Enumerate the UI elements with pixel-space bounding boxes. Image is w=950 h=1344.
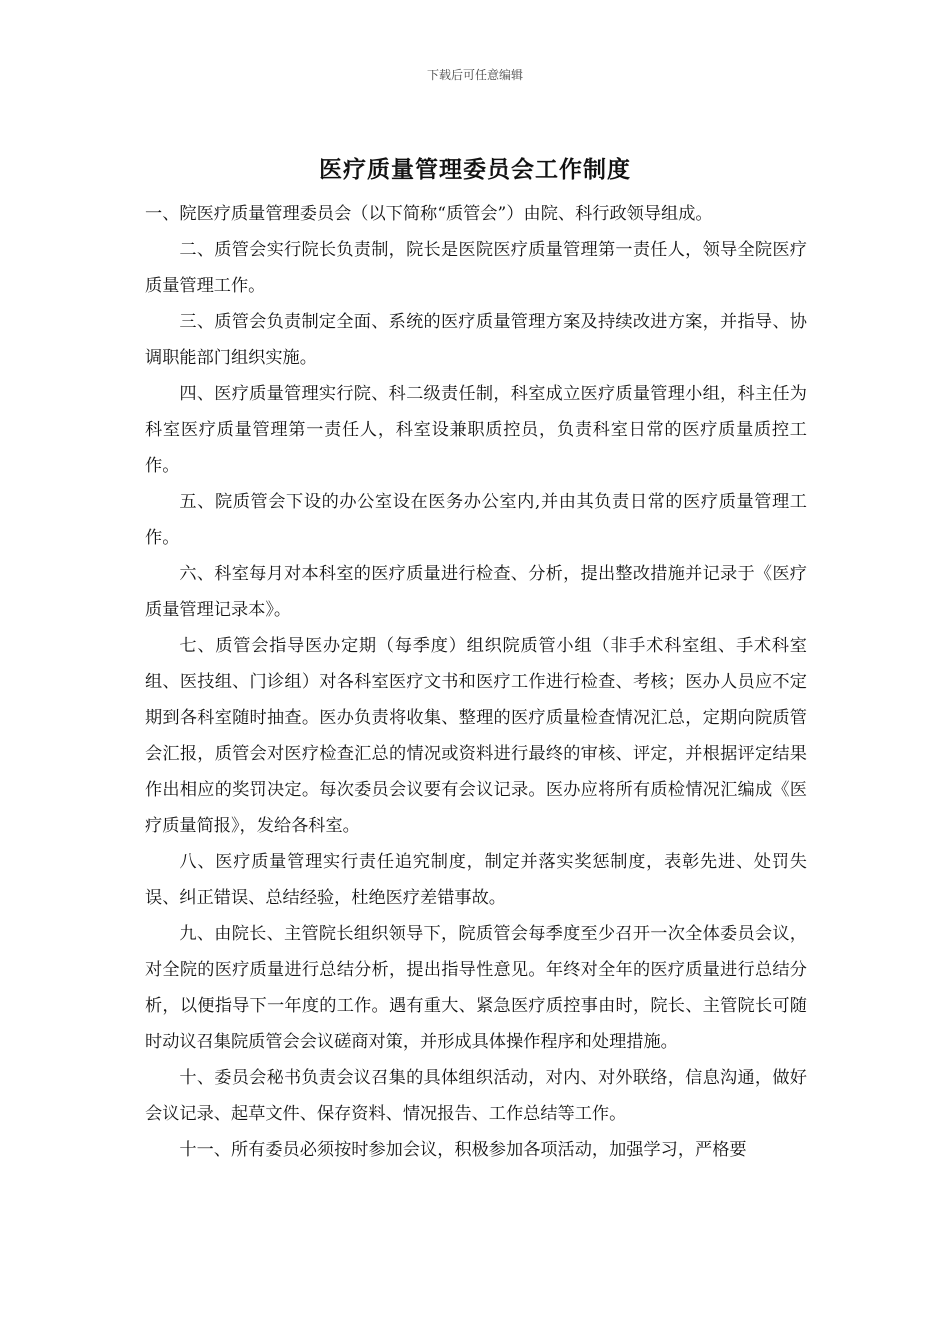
document-body	[145, 196, 807, 1168]
paragraph-7: 七、质管会指导医办定期（每季度）组织院质管小组（非手术科室组、手术科室组、医技组、门诊组）对各科室医疗文书和医疗工作进行检查、考核；医办人员应不定期到各科室随时抽查。医办负责将收集、整理的医疗质量检查情况汇总，定期向院质管会汇报，质管会对医疗检查汇总的情况或资料进行最终的审核、评定，并根据评定结果作出相应的奖罚决定。每次委员会议要有会议记录。医办应将所有质检情况汇编成《医疗质量简报》，发给各科室。	[145, 636, 807, 836]
paragraph-5: 五、院质管会下设的办公室设在医务办公室内,并由其负责日常的医疗质量管理工作。	[145, 492, 807, 548]
paragraph-6: 六、科室每月对本科室的医疗质量进行检查、分析，提出整改措施并记录于《医疗质量管理记录本》。	[145, 564, 807, 620]
paragraph-4: 四、医疗质量管理实行院、科二级责任制，科室成立医疗质量管理小组，科主任为科室医疗质量管理第一责任人，科室设兼职质控员，负责科室日常的医疗质量质控工作。	[145, 384, 807, 476]
paragraph-11: 十一、所有委员必须按时参加会议，积极参加各项活动，加强学习，严格要	[179, 1140, 747, 1160]
paragraph-10: 十、委员会秘书负责会议召集的具体组织活动，对内、对外联络，信息沟通，做好会议记录、起草文件、保存资料、情况报告、工作总结等工作。	[145, 1068, 807, 1124]
download-note: 下载后可任意编辑	[426, 68, 523, 82]
paragraph-2: 二、质管会实行院长负责制，院长是医院医疗质量管理第一责任人，领导全院医疗质量管理工作。	[145, 240, 807, 296]
paragraph-3: 三、质管会负责制定全面、系统的医疗质量管理方案及持续改进方案，并指导、协调职能部门组织实施。	[145, 312, 807, 368]
paragraph-9: 九、由院长、主管院长组织领导下，院质管会每季度至少召开一次全体委员会议，对全院的医疗质量进行总结分析，提出指导性意见。年终对全年的医疗质量进行总结分析，以便指导下一年度的工作。遇有重大、紧急医疗质控事由时，院长、主管院长可随时动议召集院质管会会议磋商对策，并形成具体操作程序和处理措施。	[145, 924, 807, 1052]
paragraph-8: 八、医疗质量管理实行责任追究制度，制定并落实奖惩制度，表彰先进、处罚失误、纠正错误、总结经验，杜绝医疗差错事故。	[145, 852, 807, 908]
document-title: 医疗质量管理委员会工作制度	[319, 156, 631, 183]
paragraph-1: 一、院医疗质量管理委员会（以下简称“质管会”）由院、科行政领导组成。	[145, 204, 713, 224]
